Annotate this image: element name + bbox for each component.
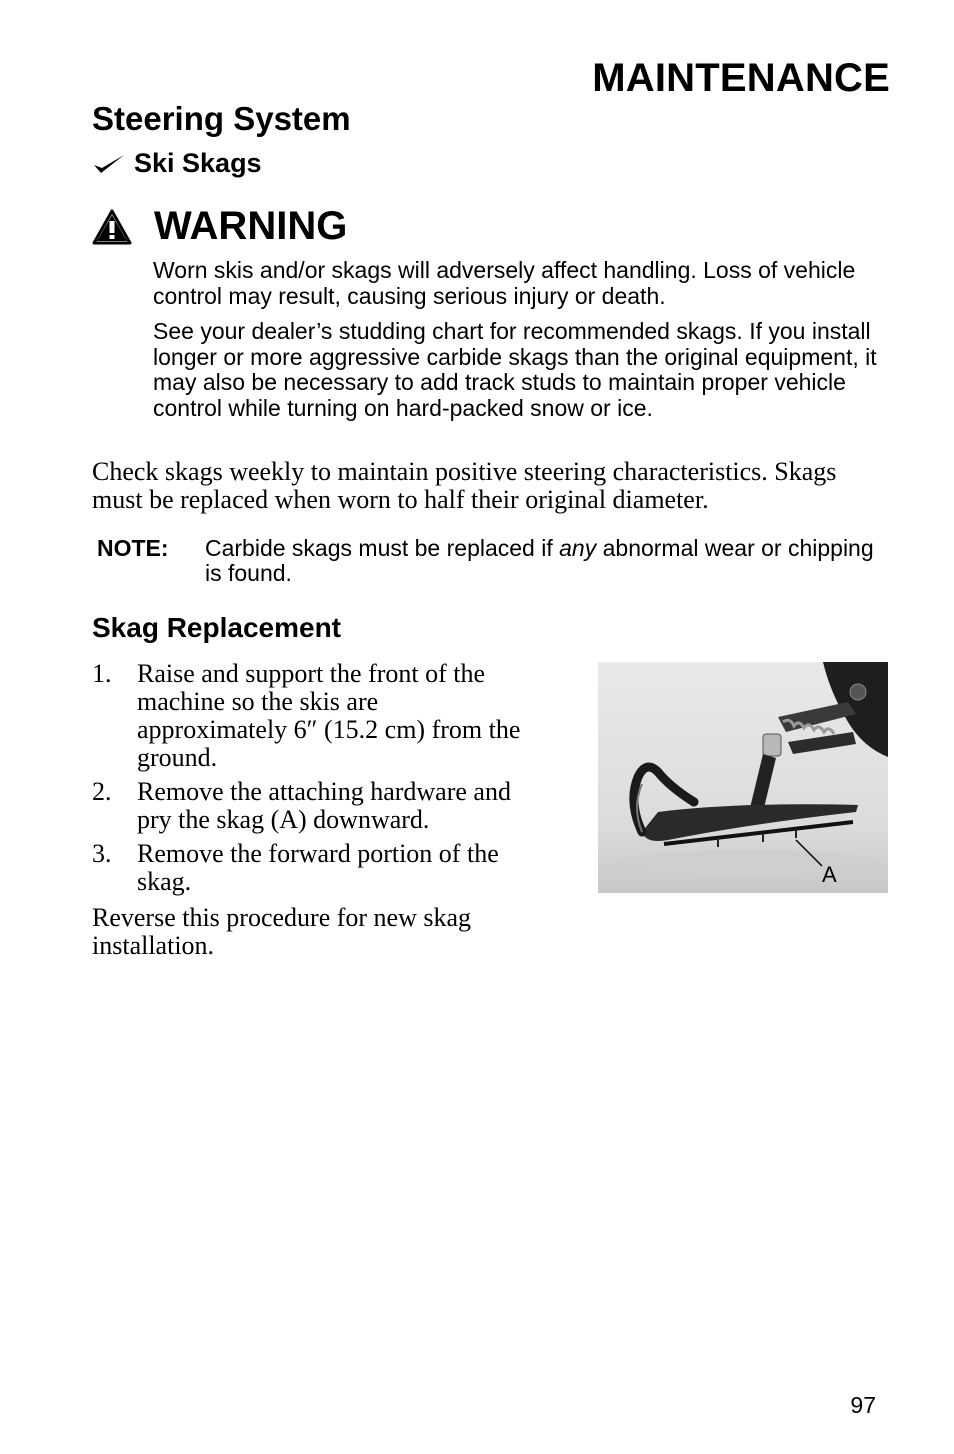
- list-item: [92, 840, 522, 896]
- section-title: Steering System: [92, 100, 351, 137]
- ski-skag-illustration: [598, 662, 888, 893]
- warning-triangle-icon: [92, 209, 132, 245]
- step-number: 1.: [92, 659, 112, 688]
- subsection-title: Ski Skags: [134, 148, 262, 178]
- note: [97, 536, 887, 586]
- list-item: [92, 660, 522, 772]
- subsection-heading: [92, 148, 262, 179]
- warning-heading: [92, 204, 347, 249]
- note-emphasis: any: [559, 535, 597, 561]
- warning-paragraph: Worn skis and/or skags will adversely affect handling. Loss of vehicle control may result, causing serious injury or death.: [153, 257, 856, 309]
- checkmark-icon: [92, 153, 126, 175]
- closing-paragraph: Reverse this procedure for new skag installation.: [92, 903, 472, 960]
- page-header-title: MAINTENANCE: [592, 56, 890, 100]
- step-text: Remove the attaching hardware and pry the skag (A) downward.: [137, 777, 511, 834]
- warning-title: WARNING: [154, 204, 348, 248]
- step-text: Raise and support the front of the machine so the skis are approximately 6″ (15.2 cm) from the ground.: [137, 659, 521, 772]
- warning-body: [153, 258, 893, 431]
- note-text-before: Carbide skags must be replaced if: [205, 535, 560, 561]
- ski-skag-photo: [598, 662, 888, 893]
- step-text: Remove the forward portion of the skag.: [137, 839, 499, 896]
- note-text-after: abnormal wear or chipping is found.: [205, 535, 874, 586]
- note-label: NOTE:: [97, 535, 169, 561]
- replacement-steps: [92, 660, 522, 902]
- step-number: 2.: [92, 777, 112, 806]
- list-item: [92, 778, 522, 834]
- step-number: 3.: [92, 839, 112, 868]
- note-text: [205, 536, 887, 586]
- figure-callout-label: A: [822, 862, 837, 887]
- replacement-title: Skag Replacement: [92, 612, 341, 643]
- body-paragraph: Check skags weekly to maintain positive steering characteristics. Skags must be replaced when worn to half their original diameter.: [92, 457, 837, 514]
- page-number: 97: [850, 1392, 876, 1418]
- warning-paragraph: See your dealer’s studding chart for recommended skags. If you install longer or more aggressive carbide skags than the original equipment, it may also be necessary to add track studs to maintain proper vehicle control while turning on hard-packed snow or ice.: [153, 318, 877, 421]
